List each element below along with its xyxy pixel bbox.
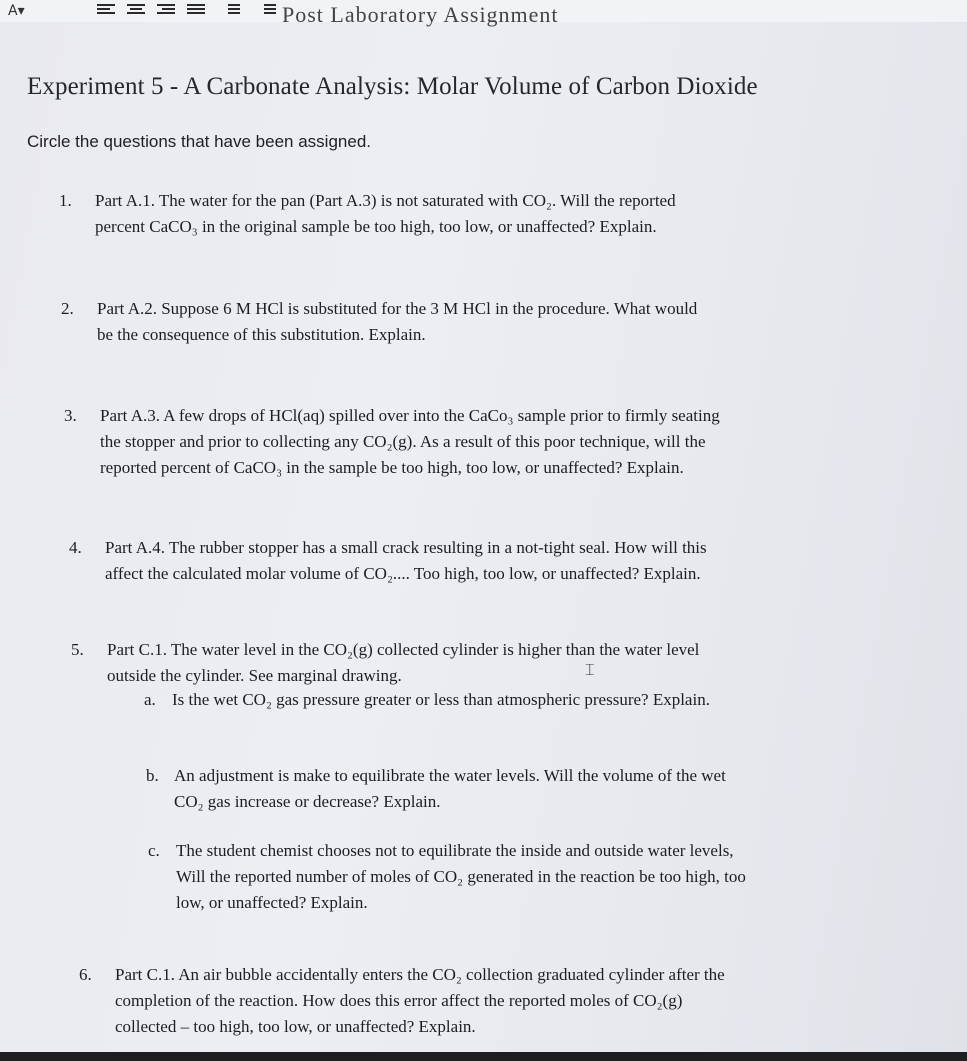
question-line: CO₂ gas increase or decrease? Explain. [174,792,441,811]
question-5b [146,763,726,815]
question-line: Will the reported number of moles of CO₂ generated in the reaction be too high, too [176,867,746,886]
page-title: Experiment 5 - A Carbonate Analysis: Molar Volume of Carbon Dioxide [27,73,758,100]
question-line: the stopper and prior to collecting any CO₂(g). As a result of this poor technique, will the [100,432,706,451]
sub-question-letter: b. [146,766,159,785]
document-header: Post Laboratory Assignment [282,2,559,27]
font-color-icon[interactable]: A▾ [8,3,25,19]
question-line: Is the wet CO₂ gas pressure greater or less than atmospheric pressure? Explain. [172,690,710,709]
align-left-icon[interactable] [97,4,115,18]
monitor-bezel [0,1052,967,1061]
question-number: 1. [59,191,72,210]
question-number: 2. [61,299,74,318]
question-6 [79,962,725,1040]
formatting-toolbar [0,0,967,27]
justify-icon[interactable] [187,4,205,18]
question-5a [144,687,710,713]
sub-question-letter: c. [148,841,160,860]
question-line: Part A.3. A few drops of HCl(aq) spilled over into the CaCo₃ sample prior to firmly seating [100,406,720,425]
question-line: Part C.1. An air bubble accidentally enters the CO₂ collection graduated cylinder after the [115,965,725,984]
question-line: Part A.4. The rubber stopper has a small crack resulting in a not-tight seal. How will this [105,538,707,557]
question-line: be the consequence of this substitution. Explain. [97,325,426,344]
align-right-icon[interactable] [157,4,175,18]
question-line: percent CaCO₃ in the original sample be too high, too low, or unaffected? Explain. [95,217,657,236]
align-center-icon[interactable] [127,4,145,18]
instruction-text: Circle the questions that have been assigned. [27,132,372,151]
question-line: reported percent of CaCO₃ in the sample be too high, too low, or unaffected? Explain. [100,458,684,477]
question-line: Part A.1. The water for the pan (Part A.3) is not saturated with CO₂. Will the reported [95,191,676,210]
question-3 [64,403,720,481]
bullet-list-icon[interactable] [258,4,276,18]
question-2 [61,296,698,348]
sub-question-letter: a. [144,690,156,709]
question-line: Part A.2. Suppose 6 M HCl is substituted for the 3 M HCl in the procedure. What would [97,299,698,318]
question-number: 6. [79,965,92,984]
text-cursor-icon: ⌶ [585,660,595,679]
question-number: 3. [64,406,77,425]
question-line: An adjustment is make to equilibrate the water levels. Will the volume of the wet [174,766,726,785]
question-4 [69,535,707,587]
question-line: completion of the reaction. How does this error affect the reported moles of CO₂(g) [115,991,683,1010]
question-5c [148,838,746,916]
question-number: 5. [71,640,84,659]
question-line: low, or unaffected? Explain. [176,893,368,912]
question-line: The student chemist chooses not to equilibrate the inside and outside water levels, [176,841,734,860]
question-line: outside the cylinder. See marginal drawing. [107,666,402,685]
question-5 [71,637,700,689]
question-line: collected – too high, too low, or unaffected? Explain. [115,1017,476,1036]
question-1 [59,188,676,240]
question-line: affect the calculated molar volume of CO₂.... Too high, too low, or unaffected? Explain. [105,564,701,583]
question-number: 4. [69,538,82,557]
question-line: Part C.1. The water level in the CO₂(g) collected cylinder is higher than the water level [107,640,700,659]
numbered-list-icon[interactable] [222,4,240,18]
